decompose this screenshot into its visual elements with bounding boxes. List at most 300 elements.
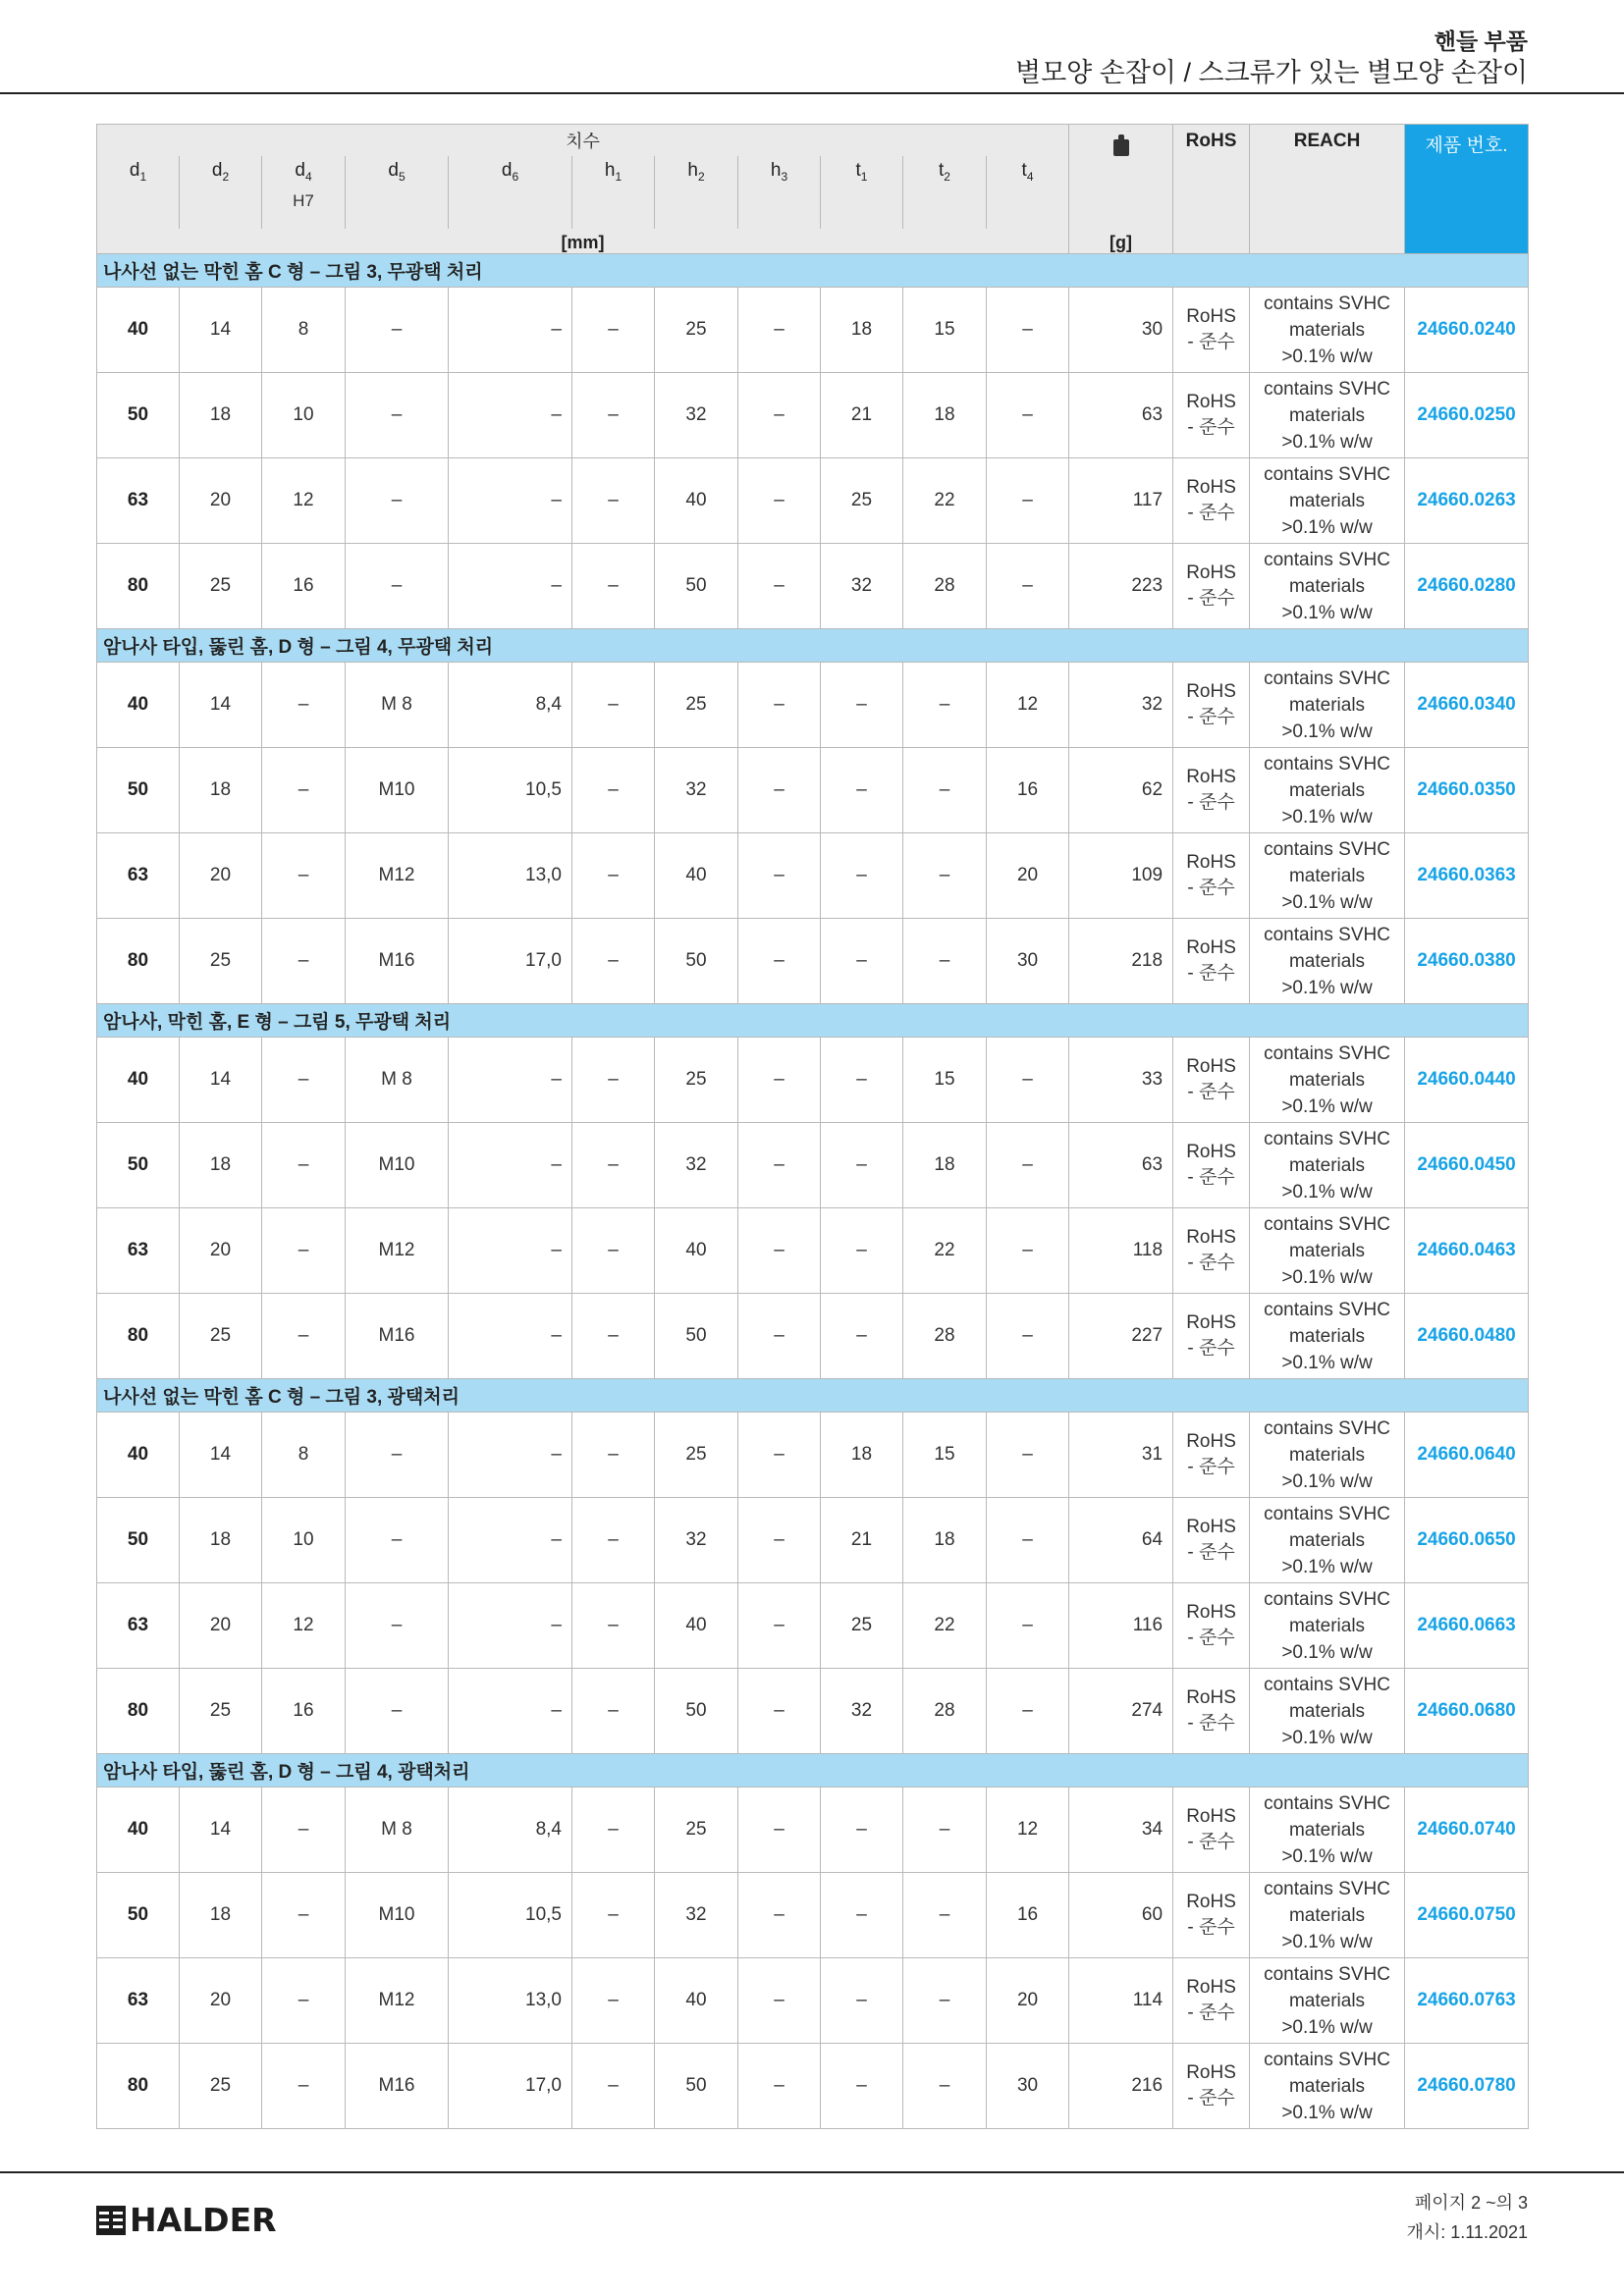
column-header-d5	[346, 156, 449, 229]
cell-g: 64	[1069, 1498, 1173, 1583]
cell-t2: 18	[903, 373, 987, 458]
reach-line: materials	[1288, 1154, 1366, 1176]
cell-rohs	[1173, 1873, 1250, 1958]
cell-d4: –	[262, 919, 346, 1004]
unit-mm: [mm]	[97, 229, 1069, 254]
cell-rohs	[1173, 919, 1250, 1004]
cell-d2: 18	[180, 1873, 262, 1958]
cell-h1: –	[572, 1498, 655, 1583]
cell-rohs	[1173, 748, 1250, 833]
cell-rohs	[1173, 663, 1250, 748]
cell-d1: 63	[97, 1583, 180, 1669]
cell-h3: –	[738, 919, 821, 1004]
cell-d5: M 8	[346, 1788, 449, 1873]
cell-t4: 20	[987, 1958, 1069, 2044]
cell-d5: M 8	[346, 1038, 449, 1123]
product-number-link[interactable]: 24660.0240	[1405, 288, 1529, 373]
cell-d6: 13,0	[449, 833, 572, 919]
column-header-label: $d_4$	[295, 159, 312, 184]
cell-d4: 16	[262, 1669, 346, 1754]
cell-d4: 12	[262, 458, 346, 544]
cell-d4: 10	[262, 373, 346, 458]
reach-line: >0.1% w/w	[1281, 1931, 1373, 1952]
table-row	[97, 288, 1529, 373]
rohs-line: - 준수	[1187, 707, 1235, 727]
column-header-label: $t_2$	[939, 159, 950, 184]
cell-t2: –	[903, 1958, 987, 2044]
product-number-link[interactable]: 24660.0363	[1405, 833, 1529, 919]
reach-line: contains SVHC	[1264, 1299, 1390, 1320]
cell-t1: –	[821, 919, 903, 1004]
cell-t2: 28	[903, 1294, 987, 1379]
section-row	[97, 629, 1529, 663]
cell-h2: 25	[655, 1038, 738, 1123]
cell-h2: 40	[655, 1958, 738, 2044]
cell-h2: 25	[655, 288, 738, 373]
column-header-h2	[655, 156, 738, 229]
cell-h1: –	[572, 544, 655, 629]
cell-d1: 50	[97, 1123, 180, 1208]
dimensions-group-label: 치수	[97, 125, 1069, 156]
product-number-link[interactable]: 24660.0463	[1405, 1208, 1529, 1294]
column-header-t2	[903, 156, 987, 229]
cell-rohs	[1173, 1788, 1250, 1873]
cell-t1: 25	[821, 1583, 903, 1669]
cell-d4: –	[262, 748, 346, 833]
cell-t4: 12	[987, 663, 1069, 748]
cell-t1: –	[821, 2044, 903, 2129]
rohs-line: RoHS	[1186, 937, 1236, 958]
reach-line: materials	[1288, 319, 1366, 341]
page-number: 페이지 2 ~의 3	[1414, 2193, 1528, 2213]
cell-d6: –	[449, 1038, 572, 1123]
cell-g: 118	[1069, 1208, 1173, 1294]
cell-h2: 50	[655, 544, 738, 629]
reach-line: materials	[1288, 779, 1366, 801]
cell-h1: –	[572, 1038, 655, 1123]
cell-reach	[1250, 1123, 1405, 1208]
cell-t1: –	[821, 833, 903, 919]
column-header-label: $h_3$	[770, 159, 788, 184]
product-number-link[interactable]: 24660.0380	[1405, 919, 1529, 1004]
reach-line: >0.1% w/w	[1281, 346, 1373, 367]
table-row	[97, 373, 1529, 458]
page-title: 별모양 손잡이 / 스크류가 있는 별모양 손잡이	[1015, 58, 1528, 87]
cell-d5: M12	[346, 833, 449, 919]
rohs-line: RoHS	[1186, 1056, 1236, 1077]
cell-h1: –	[572, 2044, 655, 2129]
unit-g: [g]	[1110, 233, 1133, 252]
cell-t1: 32	[821, 1669, 903, 1754]
cell-reach	[1250, 2044, 1405, 2129]
cell-d2: 14	[180, 1413, 262, 1498]
cell-d6: 10,5	[449, 748, 572, 833]
cell-d1: 63	[97, 1958, 180, 2044]
cell-d6: 10,5	[449, 1873, 572, 1958]
cell-t2: 15	[903, 288, 987, 373]
cell-t4: 30	[987, 919, 1069, 1004]
reach-line: contains SVHC	[1264, 924, 1390, 945]
cell-rohs	[1173, 1038, 1250, 1123]
reach-line: >0.1% w/w	[1281, 721, 1373, 742]
cell-d1: 50	[97, 1498, 180, 1583]
rohs-line: RoHS	[1186, 767, 1236, 787]
cell-d6: –	[449, 1123, 572, 1208]
cell-t2: –	[903, 1873, 987, 1958]
cell-h2: 40	[655, 1208, 738, 1294]
product-number-link[interactable]: 24660.0340	[1405, 663, 1529, 748]
reach-line: >0.1% w/w	[1281, 1266, 1373, 1288]
reach-line: contains SVHC	[1264, 838, 1390, 860]
cell-d2: 20	[180, 1208, 262, 1294]
column-header-label: $d_1$	[129, 159, 147, 184]
cell-t4: –	[987, 1669, 1069, 1754]
cell-t2: –	[903, 1788, 987, 1873]
column-header-label: $t_4$	[1021, 159, 1034, 184]
table-row	[97, 1123, 1529, 1208]
table-row	[97, 1294, 1529, 1379]
cell-t4: –	[987, 373, 1069, 458]
product-number-link[interactable]: 24660.0650	[1405, 1498, 1529, 1583]
reach-line: contains SVHC	[1264, 549, 1390, 570]
cell-g: 33	[1069, 1038, 1173, 1123]
cell-t1: –	[821, 748, 903, 833]
reach-line: >0.1% w/w	[1281, 516, 1373, 538]
cell-reach	[1250, 663, 1405, 748]
column-header-tolerance: H7	[293, 190, 314, 210]
cell-t4: 30	[987, 2044, 1069, 2129]
cell-t1: –	[821, 663, 903, 748]
cell-t2: –	[903, 748, 987, 833]
cell-d4: 8	[262, 288, 346, 373]
footer-divider	[0, 2171, 1624, 2173]
cell-d6: 8,4	[449, 1788, 572, 1873]
cell-d2: 18	[180, 373, 262, 458]
reach-line: materials	[1288, 1819, 1366, 1841]
cell-d5: –	[346, 1583, 449, 1669]
cell-d2: 25	[180, 544, 262, 629]
cell-g: 31	[1069, 1413, 1173, 1498]
reach-line: contains SVHC	[1264, 1503, 1390, 1524]
cell-d5: –	[346, 288, 449, 373]
cell-h2: 50	[655, 1669, 738, 1754]
table-row	[97, 1788, 1529, 1873]
cell-h1: –	[572, 1873, 655, 1958]
cell-h3: –	[738, 1294, 821, 1379]
cell-d1: 40	[97, 1038, 180, 1123]
reach-line: >0.1% w/w	[1281, 1641, 1373, 1663]
table-row	[97, 1669, 1529, 1754]
cell-d4: –	[262, 833, 346, 919]
rohs-line: - 준수	[1187, 2002, 1235, 2023]
product-number-link[interactable]: 24660.0450	[1405, 1123, 1529, 1208]
halder-logo-mark-icon	[96, 2206, 126, 2235]
rohs-line: RoHS	[1186, 562, 1236, 583]
cell-d6: 13,0	[449, 1958, 572, 2044]
cell-h3: –	[738, 1038, 821, 1123]
cell-d6: –	[449, 1498, 572, 1583]
cell-h2: 25	[655, 663, 738, 748]
product-number-link[interactable]: 24660.0480	[1405, 1294, 1529, 1379]
cell-t4: –	[987, 1583, 1069, 1669]
column-header-h1	[572, 156, 655, 229]
rohs-line: RoHS	[1186, 477, 1236, 498]
cell-g: 223	[1069, 544, 1173, 629]
product-number-link[interactable]: 24660.0680	[1405, 1669, 1529, 1754]
cell-g: 116	[1069, 1583, 1173, 1669]
column-header-label: $h_2$	[687, 159, 705, 184]
cell-g: 114	[1069, 1958, 1173, 2044]
cell-t2: 28	[903, 1669, 987, 1754]
reach-line: >0.1% w/w	[1281, 1845, 1373, 1867]
table-body	[97, 254, 1529, 2129]
cell-d4: 16	[262, 544, 346, 629]
brand-name: HALDER	[130, 2201, 277, 2239]
cell-t1: 32	[821, 544, 903, 629]
product-number-link[interactable]: 24660.0663	[1405, 1583, 1529, 1669]
rohs-line: RoHS	[1186, 1977, 1236, 1998]
cell-reach	[1250, 1669, 1405, 1754]
cell-t1: –	[821, 1038, 903, 1123]
cell-t2: 22	[903, 458, 987, 544]
cell-d2: 20	[180, 1958, 262, 2044]
table-row	[97, 1958, 1529, 2044]
cell-d2: 14	[180, 663, 262, 748]
cell-t4: –	[987, 1123, 1069, 1208]
reach-line: >0.1% w/w	[1281, 1470, 1373, 1492]
cell-t4: –	[987, 458, 1069, 544]
weight-header	[1069, 125, 1173, 254]
section-title: 나사선 없는 막힌 홈 C 형 – 그림 3, 무광택 처리	[97, 254, 1529, 288]
section-title: 암나사 타입, 뚫린 홈, D 형 – 그림 4, 무광택 처리	[97, 629, 1529, 663]
cell-d1: 40	[97, 1788, 180, 1873]
rohs-line: - 준수	[1187, 1082, 1235, 1102]
cell-rohs	[1173, 288, 1250, 373]
cell-d1: 63	[97, 1208, 180, 1294]
cell-d5: M16	[346, 2044, 449, 2129]
cell-d5: M10	[346, 748, 449, 833]
cell-reach	[1250, 544, 1405, 629]
reach-line: >0.1% w/w	[1281, 2102, 1373, 2123]
cell-d4: –	[262, 1038, 346, 1123]
cell-rohs	[1173, 1583, 1250, 1669]
rohs-line: RoHS	[1186, 681, 1236, 702]
cell-reach	[1250, 919, 1405, 1004]
reach-line: >0.1% w/w	[1281, 1556, 1373, 1577]
cell-h2: 32	[655, 1123, 738, 1208]
cell-d1: 80	[97, 544, 180, 629]
reach-line: materials	[1288, 694, 1366, 716]
table-row	[97, 748, 1529, 833]
cell-reach	[1250, 458, 1405, 544]
cell-d6: –	[449, 544, 572, 629]
rohs-line: RoHS	[1186, 1312, 1236, 1333]
product-number-link[interactable]: 24660.0640	[1405, 1413, 1529, 1498]
cell-t2: –	[903, 2044, 987, 2129]
table-row	[97, 1038, 1529, 1123]
section-row	[97, 1004, 1529, 1038]
cell-reach	[1250, 373, 1405, 458]
table-row	[97, 833, 1529, 919]
cell-d4: –	[262, 1123, 346, 1208]
cell-t2: 22	[903, 1583, 987, 1669]
cell-t4: 20	[987, 833, 1069, 919]
cell-d6: –	[449, 1413, 572, 1498]
column-header-d2	[180, 156, 262, 229]
cell-h3: –	[738, 663, 821, 748]
cell-g: 218	[1069, 919, 1173, 1004]
cell-d2: 25	[180, 2044, 262, 2129]
cell-d2: 18	[180, 1123, 262, 1208]
reach-line: >0.1% w/w	[1281, 1352, 1373, 1373]
cell-d4: –	[262, 1958, 346, 2044]
cell-d4: –	[262, 1788, 346, 1873]
reach-line: materials	[1288, 1990, 1366, 2011]
cell-t4: 12	[987, 1788, 1069, 1873]
reach-line: >0.1% w/w	[1281, 1727, 1373, 1748]
product-number-link[interactable]: 24660.0250	[1405, 373, 1529, 458]
spec-table	[96, 124, 1529, 2129]
cell-rohs	[1173, 1958, 1250, 2044]
cell-t2: 15	[903, 1038, 987, 1123]
section-row	[97, 1379, 1529, 1413]
product-number-link[interactable]: 24660.0763	[1405, 1958, 1529, 2044]
rohs-header: RoHS	[1173, 125, 1250, 254]
cell-d2: 18	[180, 1498, 262, 1583]
reach-line: materials	[1288, 1325, 1366, 1347]
column-header-t4	[987, 156, 1069, 229]
cell-rohs	[1173, 458, 1250, 544]
rohs-line: - 준수	[1187, 417, 1235, 438]
cell-h3: –	[738, 288, 821, 373]
table-row	[97, 919, 1529, 1004]
cell-d2: 20	[180, 833, 262, 919]
reach-line: contains SVHC	[1264, 1128, 1390, 1149]
cell-d4: 12	[262, 1583, 346, 1669]
reach-line: contains SVHC	[1264, 463, 1390, 485]
rohs-line: - 준수	[1187, 1167, 1235, 1188]
table-row	[97, 1208, 1529, 1294]
reach-line: contains SVHC	[1264, 293, 1390, 314]
cell-t4: –	[987, 1294, 1069, 1379]
cell-rohs	[1173, 1413, 1250, 1498]
product-number-link[interactable]: 24660.0750	[1405, 1873, 1529, 1958]
section-title: 암나사, 막힌 홈, E 형 – 그림 5, 무광택 처리	[97, 1004, 1529, 1038]
cell-t1: 21	[821, 1498, 903, 1583]
reach-line: contains SVHC	[1264, 1213, 1390, 1235]
reach-line: materials	[1288, 1240, 1366, 1261]
cell-d1: 40	[97, 288, 180, 373]
cell-d4: 8	[262, 1413, 346, 1498]
cell-h2: 32	[655, 1873, 738, 1958]
cell-h1: –	[572, 919, 655, 1004]
reach-line: materials	[1288, 1700, 1366, 1722]
cell-d2: 14	[180, 1788, 262, 1873]
reach-line: materials	[1288, 2075, 1366, 2097]
reach-line: contains SVHC	[1264, 1042, 1390, 1064]
cell-g: 109	[1069, 833, 1173, 919]
cell-h1: –	[572, 663, 655, 748]
cell-rohs	[1173, 1123, 1250, 1208]
table-row	[97, 458, 1529, 544]
cell-d5: M10	[346, 1123, 449, 1208]
cell-g: 30	[1069, 288, 1173, 373]
cell-g: 62	[1069, 748, 1173, 833]
cell-h3: –	[738, 458, 821, 544]
reach-line: contains SVHC	[1264, 378, 1390, 400]
reach-line: materials	[1288, 490, 1366, 511]
product-number-link[interactable]: 24660.0350	[1405, 748, 1529, 833]
cell-t1: –	[821, 1208, 903, 1294]
cell-d1: 80	[97, 2044, 180, 2129]
cell-d5: –	[346, 1669, 449, 1754]
product-number-link[interactable]: 24660.0740	[1405, 1788, 1529, 1873]
cell-d2: 20	[180, 458, 262, 544]
cell-rohs	[1173, 2044, 1250, 2129]
product-number-link[interactable]: 24660.0280	[1405, 544, 1529, 629]
rohs-line: - 준수	[1187, 1832, 1235, 1852]
table-header	[97, 125, 1529, 254]
cell-t4: –	[987, 1413, 1069, 1498]
product-number-link[interactable]: 24660.0780	[1405, 2044, 1529, 2129]
cell-t2: –	[903, 833, 987, 919]
rohs-line: RoHS	[1186, 2062, 1236, 2083]
cell-d4: –	[262, 1873, 346, 1958]
cell-d5: –	[346, 458, 449, 544]
cell-reach	[1250, 748, 1405, 833]
reach-header: REACH	[1250, 125, 1405, 254]
cell-d6: 8,4	[449, 663, 572, 748]
rohs-line: - 준수	[1187, 1713, 1235, 1734]
column-header-d1	[97, 156, 180, 229]
rohs-line: - 준수	[1187, 1542, 1235, 1563]
cell-h3: –	[738, 1413, 821, 1498]
reach-line: contains SVHC	[1264, 1588, 1390, 1610]
cell-reach	[1250, 1038, 1405, 1123]
rohs-line: RoHS	[1186, 852, 1236, 873]
rohs-line: RoHS	[1186, 306, 1236, 327]
product-number-link[interactable]: 24660.0440	[1405, 1038, 1529, 1123]
header-divider	[0, 92, 1624, 94]
halder-logo	[96, 2201, 277, 2239]
rohs-line: - 준수	[1187, 963, 1235, 984]
cell-d1: 40	[97, 663, 180, 748]
product-number-link[interactable]: 24660.0263	[1405, 458, 1529, 544]
cell-h1: –	[572, 748, 655, 833]
reach-line: materials	[1288, 1904, 1366, 1926]
cell-h2: 40	[655, 458, 738, 544]
rohs-line: RoHS	[1186, 1806, 1236, 1827]
rohs-line: - 준수	[1187, 503, 1235, 523]
cell-h3: –	[738, 1669, 821, 1754]
cell-d6: –	[449, 1294, 572, 1379]
cell-t1: 18	[821, 288, 903, 373]
cell-h3: –	[738, 373, 821, 458]
cell-t1: 21	[821, 373, 903, 458]
rohs-line: - 준수	[1187, 588, 1235, 609]
cell-rohs	[1173, 373, 1250, 458]
rohs-line: - 준수	[1187, 1457, 1235, 1477]
reach-line: >0.1% w/w	[1281, 1095, 1373, 1117]
cell-d1: 40	[97, 1413, 180, 1498]
cell-t2: 18	[903, 1498, 987, 1583]
reach-line: >0.1% w/w	[1281, 806, 1373, 828]
cell-d6: 17,0	[449, 919, 572, 1004]
cell-d6: –	[449, 1669, 572, 1754]
column-header-d4	[262, 156, 346, 229]
column-header-t1	[821, 156, 903, 229]
table-row	[97, 1498, 1529, 1583]
